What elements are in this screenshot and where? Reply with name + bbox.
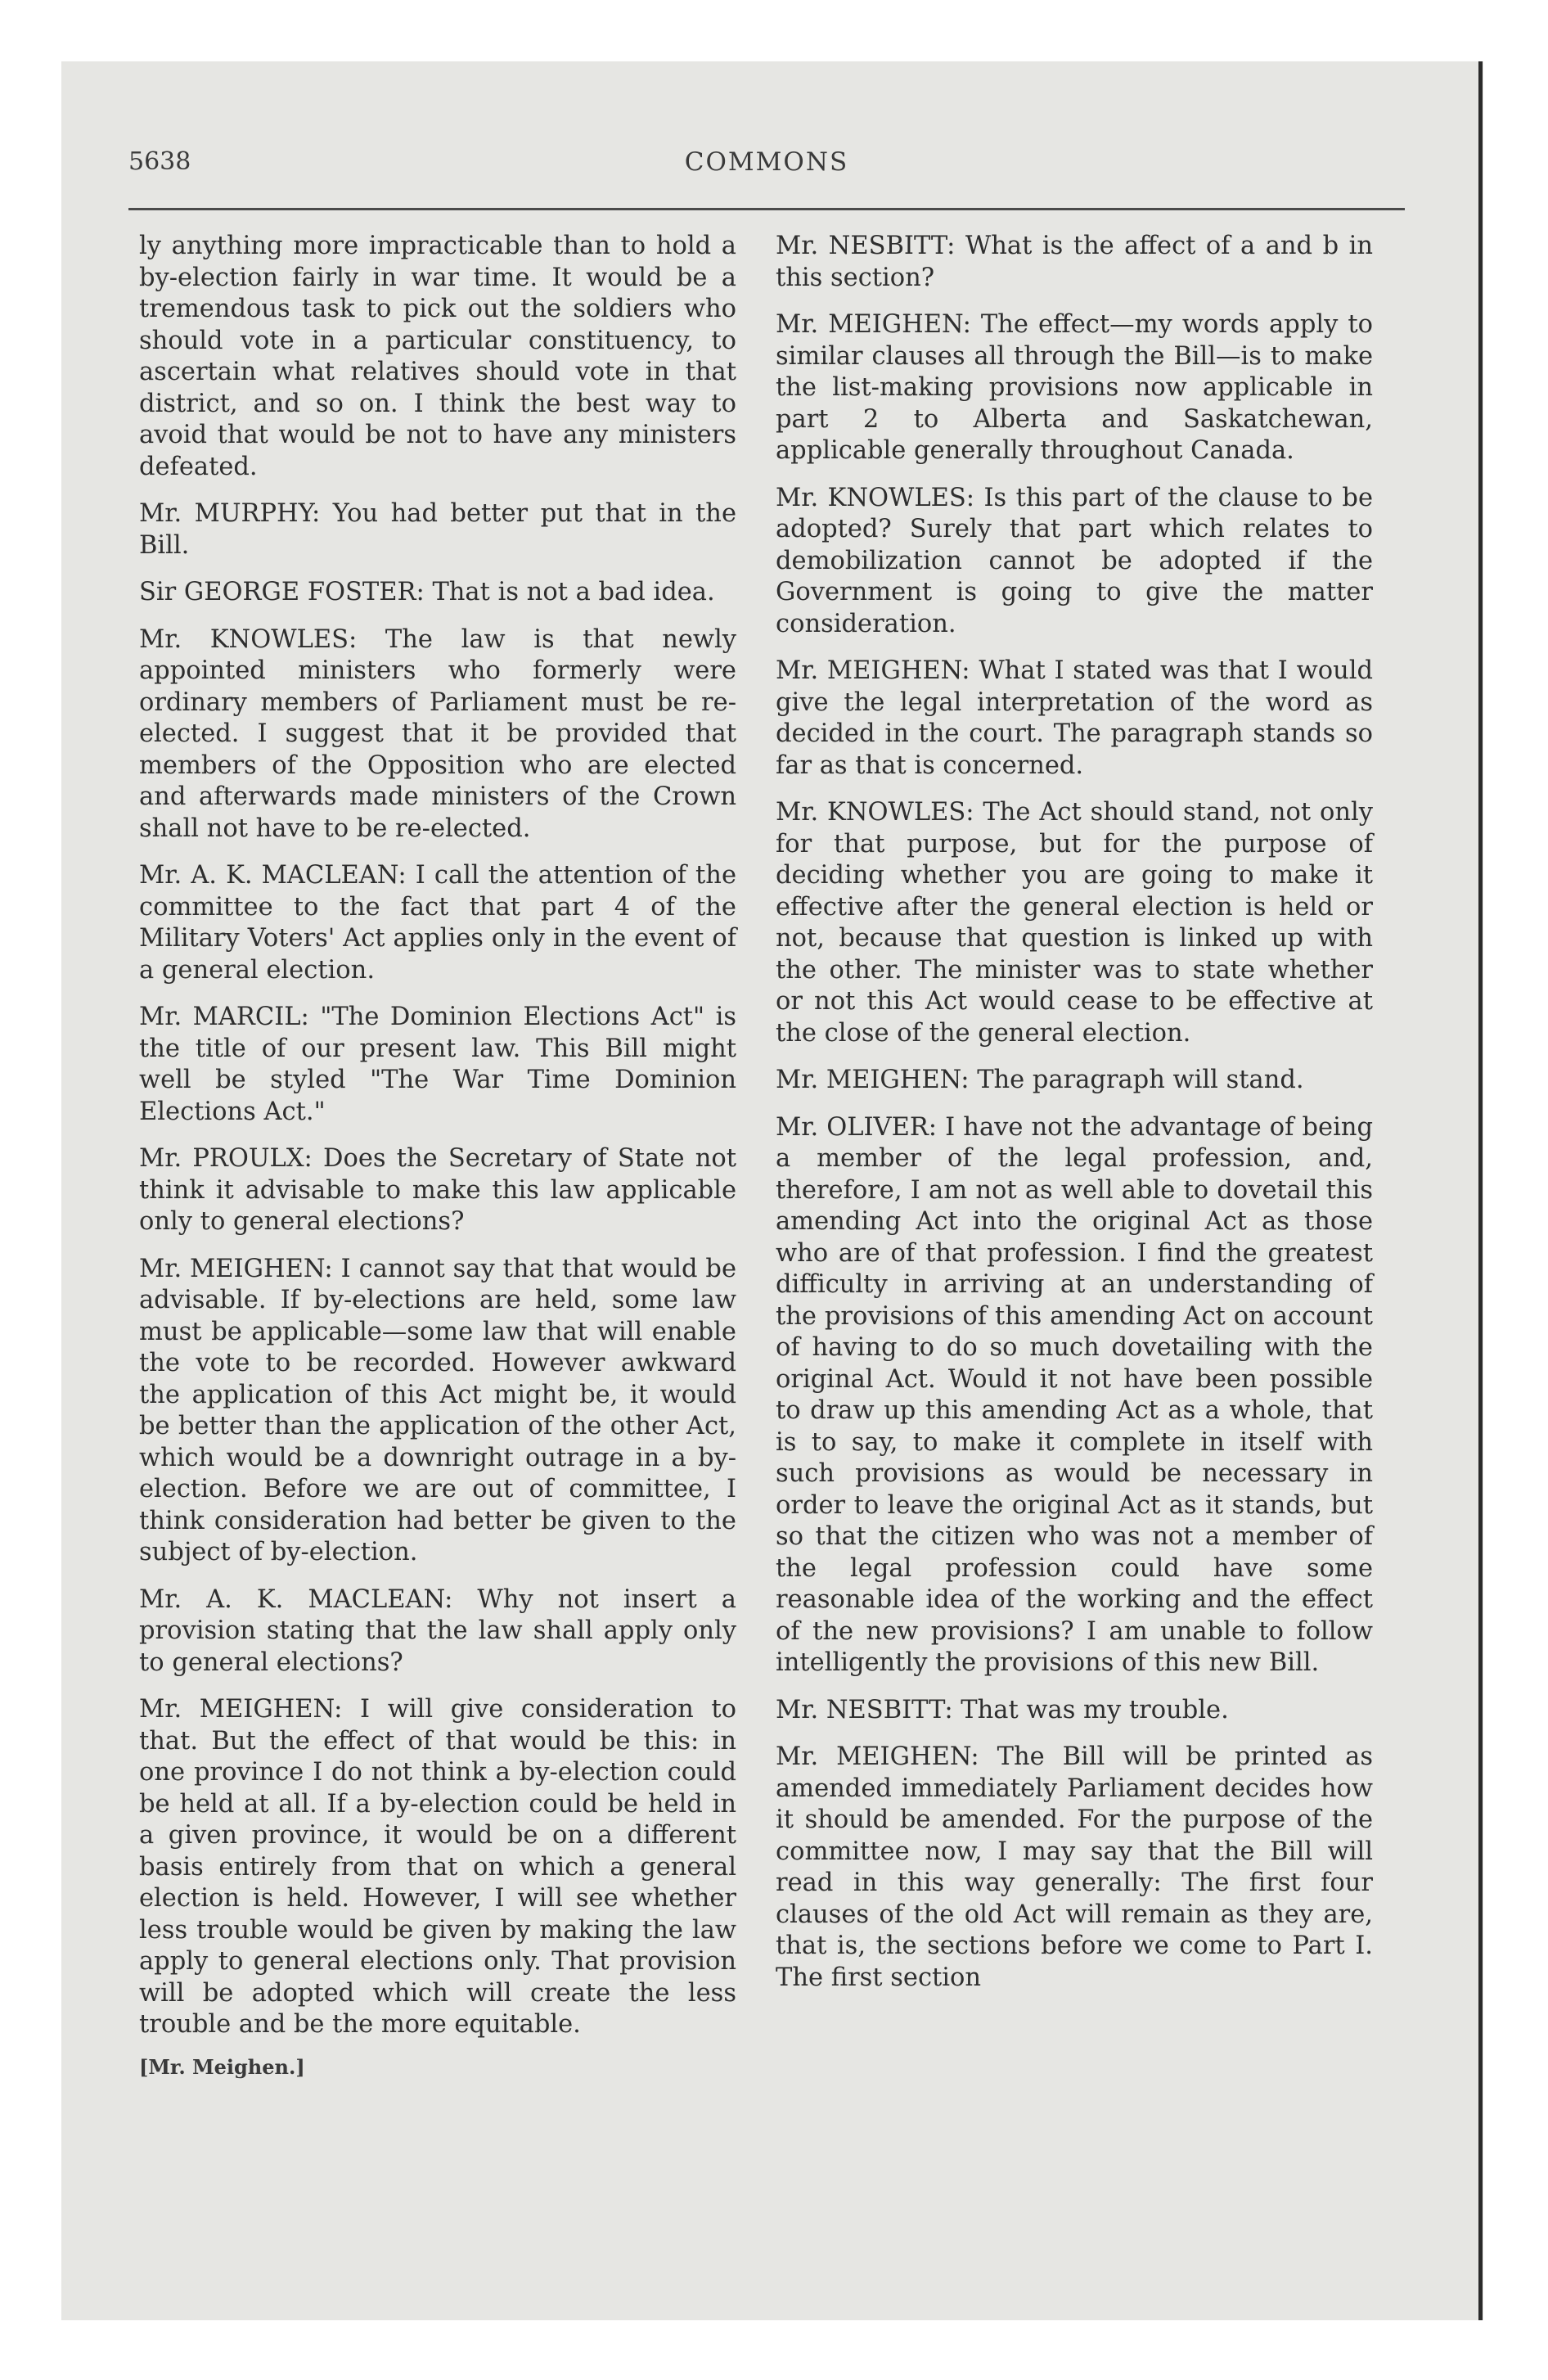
paragraph: Mr. PROULX: Does the Secretary of State not think it advisable to make this law applicable only to general elections? <box>139 1144 736 1236</box>
paragraph: Mr. MURPHY: You had better put that in the Bill. <box>139 499 736 560</box>
paragraph: Sir GEORGE FOSTER: That is not a bad idea. <box>139 578 715 606</box>
paragraph: Mr. OLIVER: I have not the advantage of being a member of the legal profession, and, therefore, I am not as well able to dovetail this amending Act into the original Act as those who are of that profession. I find the greatest difficulty in arriving at an understanding of the provisions of this amending Act on account of having to do so much dovetailing with the original Act. Would it not have been possible to draw up this amending Act as a whole, that is to say, to make it complete in itself with such provisions as would be necessary in order to leave the original Act as it stands, but so that the citizen who was not a member of the legal profession could have some reasonable idea of the working and the effect of the new provisions? I am unable to follow intelligently the provisions of this new Bill. <box>776 1112 1373 1677</box>
paragraph: Mr. A. K. MACLEAN: I call the attention of the committee to the fact that part 4 of the Military Voters' Act applies only in the event of a general election. <box>139 861 736 985</box>
paragraph: Mr. MEIGHEN: I will give consideration to that. But the effect of that would be this: in one province I do not think a by-election could be held at all. If a by-election could be held in a given province, it would be on a different basis entirely from that on which a general election is held. However, I will see whether less trouble would be given by making the law apply to general elections only. That provision will be adopted which will create the less trouble and be the more equitable. <box>139 1695 736 2039</box>
page-header <box>128 147 1405 188</box>
paragraph: Mr. MARCIL: "The Dominion Elections Act" is the title of our present law. This Bill might well be styled "The War Time Dominion Elections Act." <box>139 1003 736 1126</box>
running-head: COMMONS <box>684 147 849 177</box>
left-column <box>139 231 736 2083</box>
paragraph: Mr. MEIGHEN: The Bill will be printed as amended immediately Parliament decides how it should be amended. For the purpose of the committee now, I may say that the Bill will read in this way generally: The first four clauses of the old Act will remain as they are, that is, the sections before we come to Part I. The first section <box>776 1742 1373 1992</box>
paragraph: Mr. MEIGHEN: The paragraph will stand. <box>776 1066 1304 1094</box>
paragraph: Mr. MEIGHEN: The effect—my words apply to similar clauses all through the Bill—is to make the list-making provisions now applicable in part 2 to Alberta and Saskatchewan, applicable generally throughout Canada. <box>776 310 1373 465</box>
page-edge-shadow <box>1478 61 1483 2320</box>
paragraph: ly anything more impracticable than to hold a by-election fairly in war time. It would be a tremendous task to pick out the soldiers who should vote in a particular constituency, to ascertain what relatives should vote in that district, and so on. I think the best way to avoid that would be not to have any ministers defeated. <box>139 232 736 481</box>
paragraph: Mr. A. K. MACLEAN: Why not insert a provision stating that the law shall apply only to general elections? <box>139 1584 736 1677</box>
speaker-reference: [Mr. Meighen.] <box>139 2054 305 2079</box>
paragraph: Mr. KNOWLES: Is this part of the clause to be adopted? Surely that part which relates to demobilization cannot be adopted if the Government is going to give the matter consideration. <box>776 483 1373 638</box>
paragraph: Mr. KNOWLES: The law is that newly appointed ministers who formerly were ordinary members of Parliament must be re-elected. I suggest that it be provided that members of the Opposition who are elected and afterwards made ministers of the Crown shall not have to be re-elected. <box>139 624 736 843</box>
paragraph: Mr. KNOWLES: The Act should stand, not only for that purpose, but for the purpose of deciding whether you are going to make it effective after the general election is held or not, because that question is linked up with the other. The minister was to state whether or not this Act would cease to be effective at the close of the general election. <box>776 798 1373 1048</box>
paragraph: Mr. NESBITT: What is the affect of a and b in this section? <box>776 232 1373 292</box>
header-rule <box>128 208 1405 210</box>
paragraph: Mr. MEIGHEN: I cannot say that that would be advisable. If by-elections are held, some law must be applicable—some law that will enable the vote to be recorded. However awkward the application of this Act might be, it would be better than the application of the other Act, which would be a downright outrage in a by-election. Before we are out of committee, I think consideration had better be given to the subject of by-election. <box>139 1254 736 1566</box>
page-number: 5638 <box>128 147 191 176</box>
paragraph: Mr. MEIGHEN: What I stated was that I would give the legal interpretation of the word as decided in the court. The paragraph stands so far as that is concerned. <box>776 656 1373 780</box>
right-column <box>776 231 1373 2009</box>
paragraph: Mr. NESBITT: That was my trouble. <box>776 1695 1229 1724</box>
